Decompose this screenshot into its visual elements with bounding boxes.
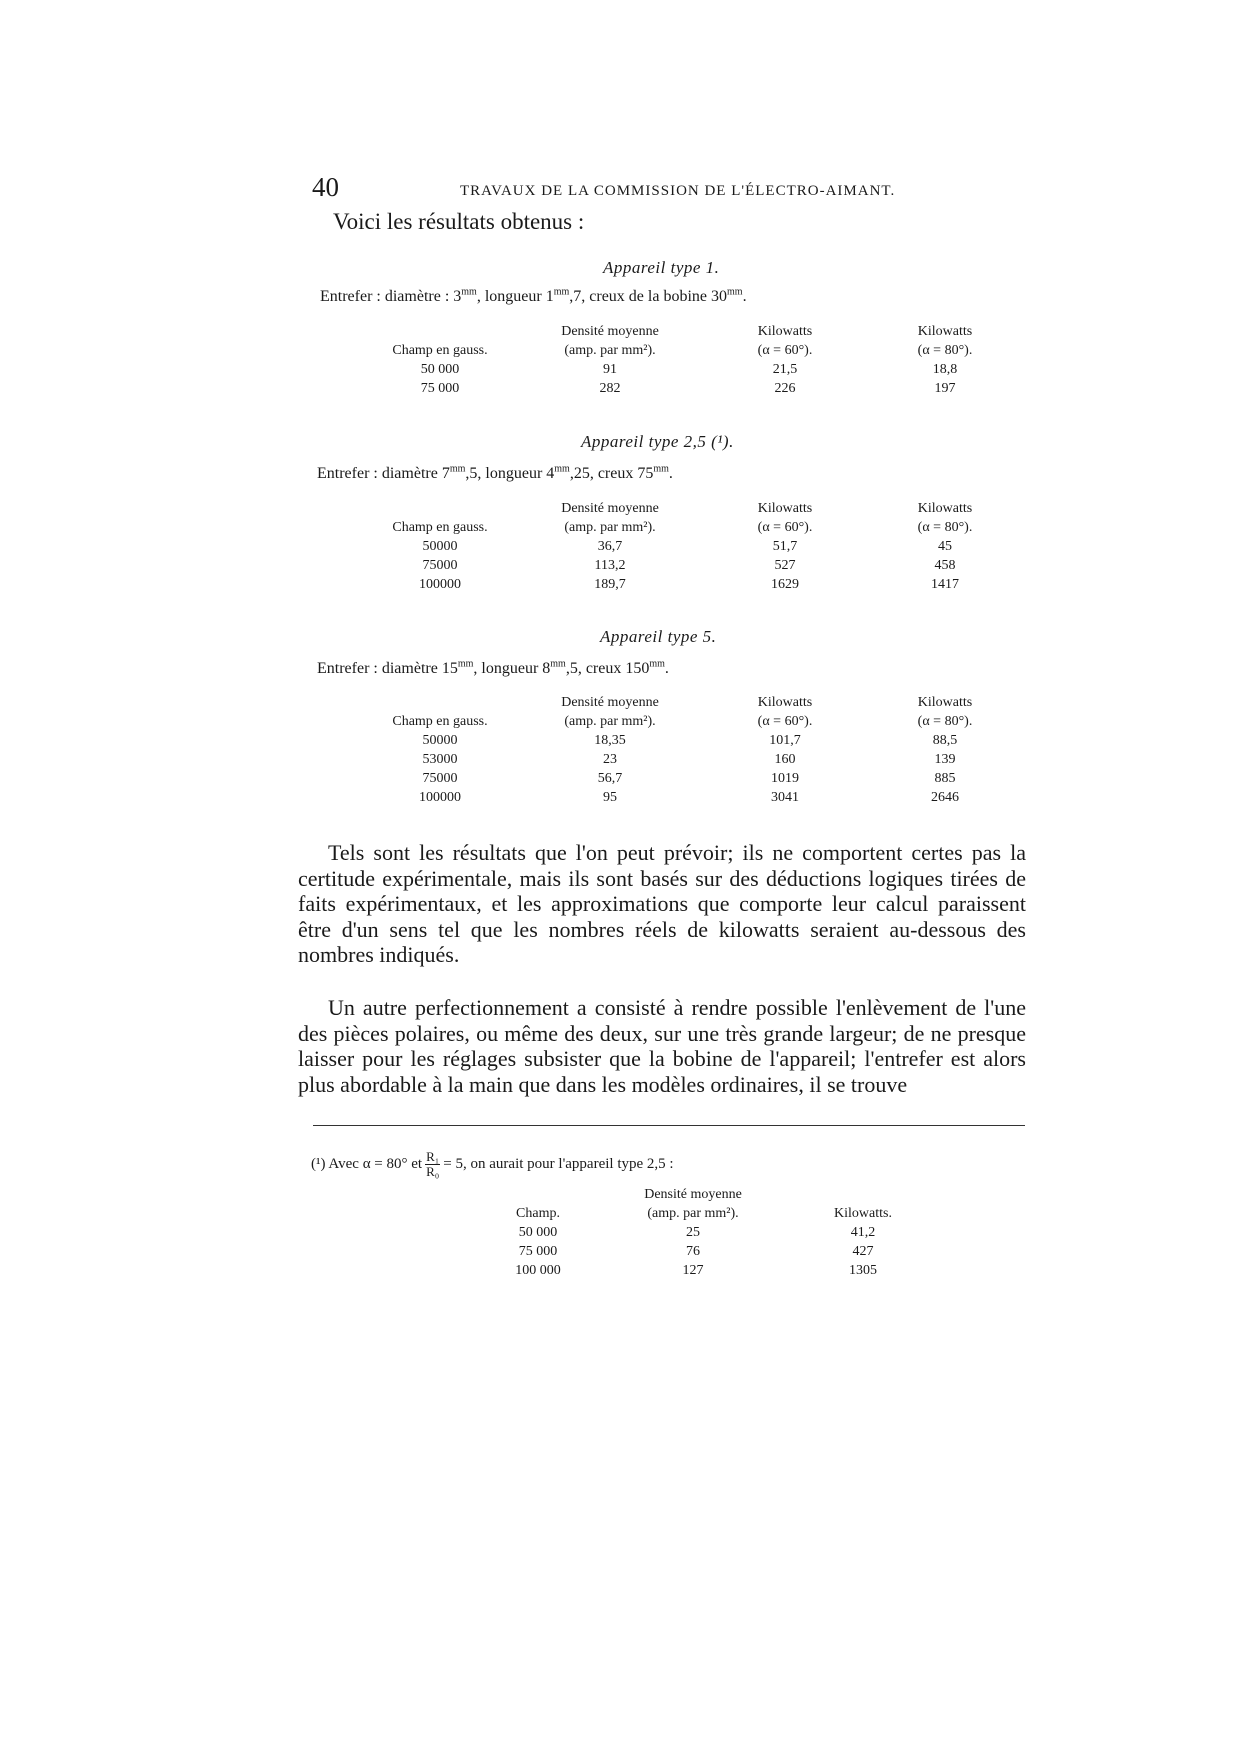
table-header-row [478, 1185, 938, 1223]
header-kw-60: Kilowatts (α = 60°). [757, 324, 813, 358]
table-row: 75 000 76 427 [518, 1244, 874, 1259]
results-table-type-5 [370, 693, 1030, 807]
header-kw-80: Kilowatts (α = 80°). [917, 695, 973, 729]
results-table-type-2-5 [370, 499, 1030, 594]
table-row: 50000 36,7 51,7 45 [422, 539, 952, 554]
header-densite: Densité moyenne (amp. par mm²). [561, 695, 659, 729]
table-row: 100000 189,7 1629 1417 [419, 577, 959, 592]
entrefer-line-type-1: Entrefer : diamètre : $3^{mm}$, longueur $1^{mm},7$, creux de la bobine $30^{mm}$. [320, 286, 747, 305]
paragraph-2: Un autre perfectionnement a consisté à rendre possible l'enlèvement de l'une des pièces polaires, ou même des deux, sur une très grande largeur; de ne presque laisser pour les réglages subsister que la bobine de l'appareil; l'entrefer est alors plus abordable à la main que dans les modèles ordinaires, il se trouve [298, 995, 1026, 1097]
resistance-ratio-fraction: $\frac{\text{R₁}}{\text{R₀}}$ [426, 1149, 440, 1179]
intro-text: Voici les résultats obtenus : [333, 209, 585, 234]
running-title: TRAVAUX DE LA COMMISSION DE L'ÉLECTRO-AIMANT. [460, 183, 896, 199]
table-header-row [370, 693, 1030, 731]
header-kw-60: Kilowatts (α = 60°). [757, 501, 813, 535]
table-row: 50 000 91 21,5 18,8 [420, 362, 958, 377]
header-champ: Champ en gauss. [392, 343, 488, 358]
header-champ: Champ en gauss. [392, 714, 488, 729]
header-kw-80: Kilowatts (α = 80°). [917, 501, 973, 535]
footnote-table [478, 1185, 938, 1280]
section-title-type-5: Appareil type 5. [600, 627, 717, 646]
table-row: 100000 95 3041 2646 [419, 790, 959, 805]
table-header-row [370, 499, 1030, 537]
header-densite: Densité moyenne (amp. par mm²). [561, 324, 659, 358]
header-champ: Champ. [516, 1206, 560, 1221]
page-number: 40 [312, 172, 339, 202]
entrefer-line-type-5: Entrefer : diamètre $15^{mm}$, longueur $8^{mm},5$, creux $150^{mm}$. [317, 658, 669, 677]
entrefer-line-type-2-5: Entrefer : diamètre $7^{mm},5$, longueur $4^{mm},25$, creux $75^{mm}$. [317, 463, 673, 482]
section-title-type-1: Appareil type 1. [603, 258, 720, 277]
paragraph-1: Tels sont les résultats que l'on peut prévoir; ils ne comportent certes pas la certitude expérimentale, mais ils sont basés sur des déductions logiques tirées de faits expérimentaux, et les approximations que comporte leur calcul paraissent être d'un sens tel que les nombres réels de kilowatts seraient au-dessous des nombres indiqués. [298, 840, 1026, 967]
footnote-divider [313, 1125, 1025, 1126]
header-densite: Densité moyenne (amp. par mm²). [644, 1187, 742, 1221]
results-table-type-1 [370, 322, 1030, 398]
table-row: 75000 113,2 527 458 [422, 558, 956, 573]
table-row: 53000 23 160 139 [422, 752, 956, 767]
table-row: 50000 18,35 101,7 88,5 [422, 733, 958, 748]
header-champ: Champ en gauss. [392, 520, 488, 535]
header-kw-60: Kilowatts (α = 60°). [757, 695, 813, 729]
table-row: 75000 56,7 1019 885 [422, 771, 956, 786]
table-row: 50 000 25 41,2 [518, 1225, 876, 1240]
header-kilowatts: Kilowatts. [834, 1206, 892, 1221]
section-title-type-2-5: Appareil type 2,5 (¹). [581, 432, 734, 451]
table-header-row [370, 322, 1030, 360]
table-row: 75 000 282 226 197 [420, 381, 956, 396]
footnote-text: (¹) Avec α = 80° et $\frac{\text{R₁}}{\text{R₀}}$ = 5, on aurait pour l'appareil type 2,5 : [311, 1149, 674, 1179]
header-kw-80: Kilowatts (α = 80°). [917, 324, 973, 358]
header-densite: Densité moyenne (amp. par mm²). [561, 501, 659, 535]
table-row: 100 000 127 1305 [515, 1263, 877, 1278]
